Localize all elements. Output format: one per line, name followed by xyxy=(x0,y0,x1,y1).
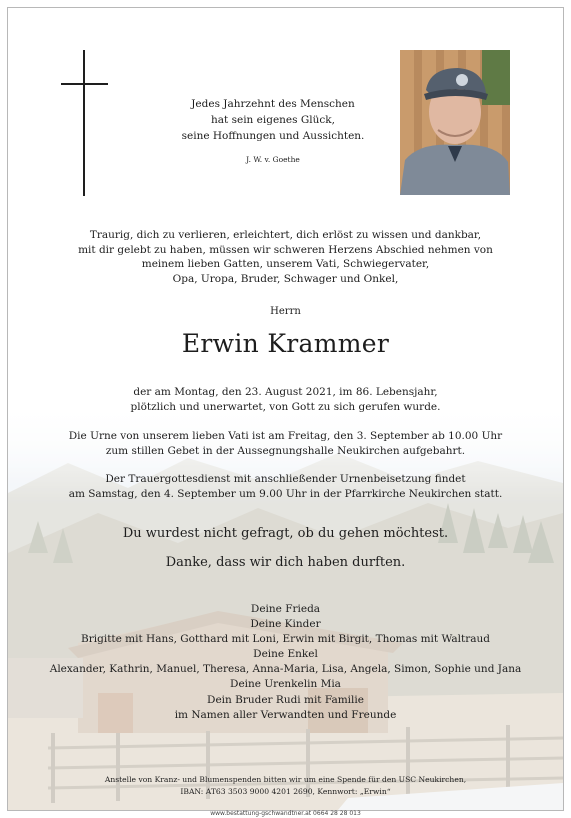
death-line: der am Montag, den 23. August 2021, im 86. Lebensjahr, xyxy=(133,386,438,398)
cross-icon-bar xyxy=(61,83,108,85)
family-line: Deine Frieda xyxy=(250,603,321,615)
service-line: am Samstag, den 4. September um 9.00 Uhr in der Pfarrkirche Neukirchen statt. xyxy=(68,487,503,500)
urn-line: zum stillen Gebet in der Aussegnungshalle Neukirchen aufgebahrt. xyxy=(105,444,466,457)
intro-line: Traurig, dich zu verlieren, erleichtert, dich erlöst zu wissen und dankbar, xyxy=(89,229,482,241)
goethe-quote xyxy=(158,96,388,144)
family-line: Brigitte mit Hans, Gotthard mit Loni, Erwin mit Birgit, Thomas mit Waltraud xyxy=(81,633,490,646)
intro-line: meinem lieben Gatten, unserem Vati, Schwiegervater, xyxy=(141,258,430,270)
verse-line-2: Danke, dass wir dich haben durften. xyxy=(165,555,406,570)
family-line: Deine Urenkelin Mia xyxy=(230,678,341,691)
intro-line: mit dir gelebt zu haben, müssen wir schweren Herzens Abschied nehmen von xyxy=(78,243,493,256)
intro-line: Opa, Uropa, Bruder, Schwager und Onkel, xyxy=(172,272,399,285)
salutation: Herrn xyxy=(270,306,301,317)
donation-line: Anstelle von Kranz- und Blumenspenden bitten wir um eine Spende für den USC Neukirchen, xyxy=(104,775,467,784)
family-line: im Namen aller Verwandten und Freunde xyxy=(174,708,397,721)
death-notice xyxy=(8,385,563,414)
quote-line: hat sein eigenes Glück, xyxy=(211,114,335,126)
donation-line: IBAN: AT63 3503 9000 4201 2690, Kennwort: „Erwin“ xyxy=(180,787,391,796)
portrait-photo xyxy=(400,50,510,195)
family-line: Deine Kinder xyxy=(250,618,321,631)
quote-author: J. W. v. Goethe xyxy=(246,155,300,164)
urn-notice xyxy=(8,429,563,458)
family-line: Dein Bruder Rudi mit Familie xyxy=(207,693,364,706)
intro-text xyxy=(8,228,563,286)
verse-line-1: Du wurdest nicht gefragt, ob du gehen möchtest. xyxy=(122,526,449,541)
service-notice xyxy=(8,472,563,501)
donation-note xyxy=(8,774,563,798)
quote-line: Jedes Jahrzehnt des Menschen xyxy=(191,98,355,110)
obituary-card xyxy=(7,7,564,811)
death-line: plötzlich und unerwartet, von Gott zu sich gerufen wurde. xyxy=(130,400,441,413)
family-line: Alexander, Kathrin, Manuel, Theresa, Anna-Maria, Lisa, Angela, Simon, Sophie und Jana xyxy=(49,663,522,676)
urn-line: Die Urne von unserem lieben Vati ist am Freitag, den 3. September ab 10.00 Uhr xyxy=(68,430,503,442)
family-list xyxy=(8,602,563,723)
deceased-name: Erwin Krammer xyxy=(181,329,390,358)
family-line: Deine Enkel xyxy=(253,648,318,661)
cross-icon xyxy=(83,50,85,196)
quote-line: seine Hoffnungen und Aussichten. xyxy=(181,130,365,142)
service-line: Der Trauergottesdienst mit anschließender Urnenbeisetzung findet xyxy=(105,473,466,485)
funeral-home-contact: www.bestattung-gschwandtner.at 0664 28 28 013 xyxy=(210,810,361,817)
